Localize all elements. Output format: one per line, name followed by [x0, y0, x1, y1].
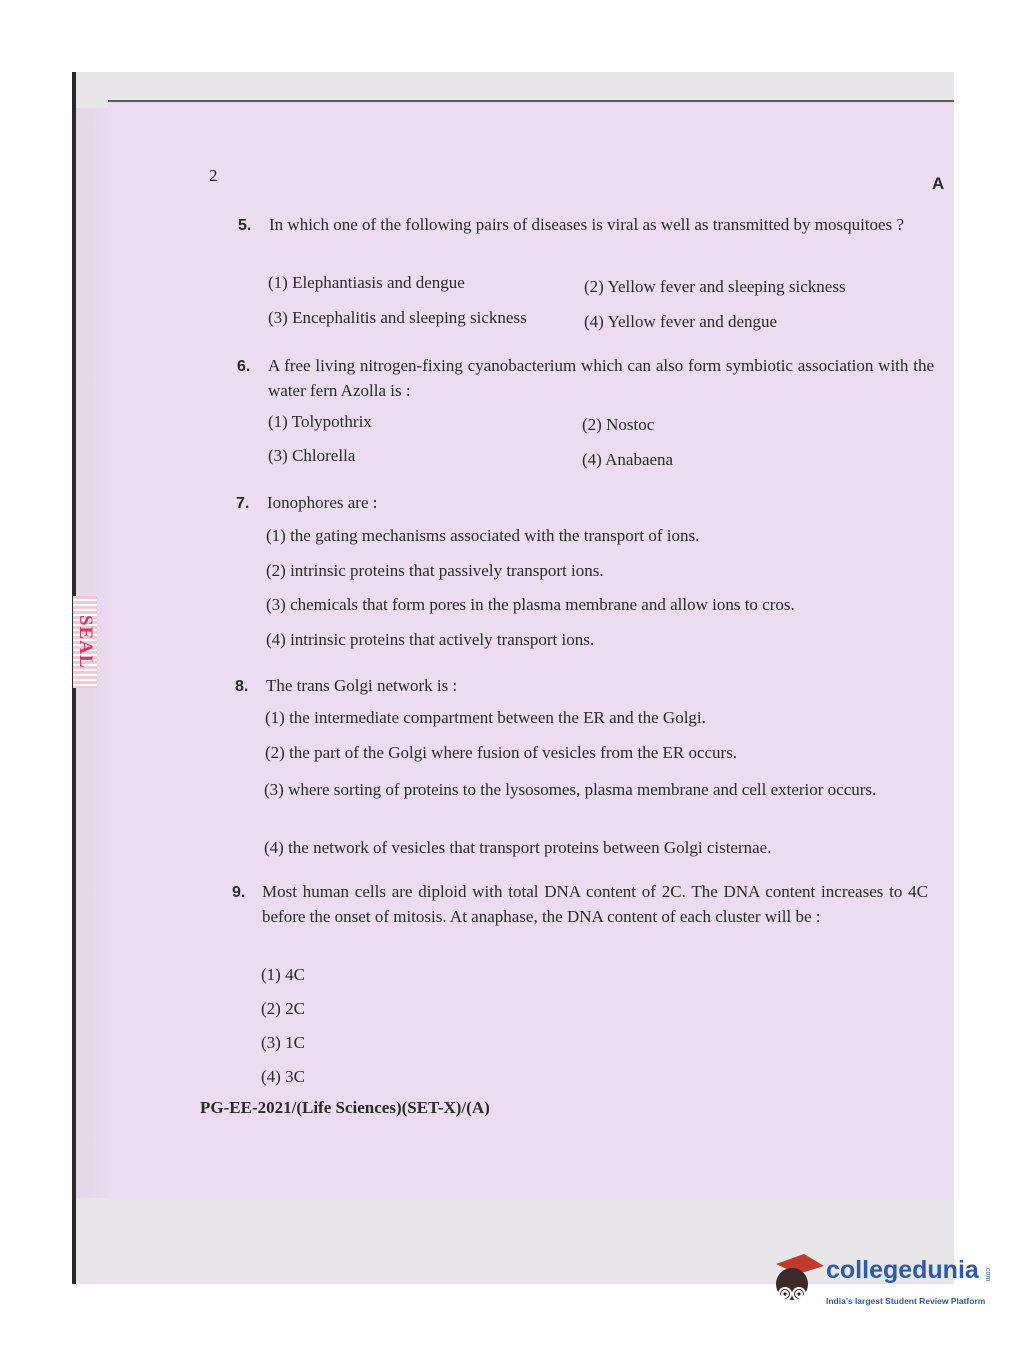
question-text: In which one of the following pairs of diseases is viral as well as transmitted by mosquitoes ? [269, 215, 905, 234]
option: (4) intrinsic proteins that actively transport ions. [266, 630, 595, 649]
option: (2) the part of the Golgi where fusion of vesicles from the ER occurs. [265, 743, 738, 762]
option: (2) Nostoc [582, 415, 655, 434]
question-number: 5. [238, 217, 252, 234]
collegedunia-logo [768, 1250, 1000, 1312]
option: (1) Tolypothrix [268, 412, 372, 431]
question-text: Most human cells are diploid with total DNA content of 2C. The DNA content increases to 4C before the onset of mitosis. At anaphase, the DNA content of each cluster will be : [262, 882, 928, 926]
option-text: (3) where sorting of proteins to the lysosomes, plasma membrane and cell exterior occurs. [264, 780, 877, 799]
page-number: 2 [209, 166, 218, 185]
option: (3) 1C [261, 1033, 305, 1052]
brand-suffix: .com [984, 1266, 991, 1282]
seal-stamp: SEAL [73, 596, 97, 688]
option: (4) the network of vesicles that transport proteins between Golgi cisternae. [264, 838, 772, 857]
question-number: 7. [236, 495, 250, 512]
option: (4) Yellow fever and dengue [584, 312, 778, 331]
option: (1) Elephantiasis and dengue [268, 273, 465, 292]
question-7 [236, 490, 934, 520]
brand-tagline: India's largest Student Review Platform [826, 1296, 986, 1306]
option: (1) the gating mechanisms associated with the transport of ions. [266, 526, 700, 545]
option: (3) chemicals that form pores in the plasma membrane and allow ions to cros. [266, 595, 795, 614]
question-text: A free living nitrogen-fixing cyanobacterium which can also form symbiotic association with the water fern Azolla is : [268, 356, 934, 400]
question-6 [237, 353, 935, 413]
option: (2) intrinsic proteins that passively transport ions. [266, 561, 604, 580]
option: (2) 2C [261, 999, 305, 1018]
question-text: The trans Golgi network is : [266, 676, 458, 695]
option: (1) the intermediate compartment between the ER and the Golgi. [265, 708, 706, 727]
option: (2) Yellow fever and sleeping sickness [584, 277, 846, 296]
option: (3) Chlorella [268, 446, 356, 465]
option: (4) 3C [261, 1067, 305, 1086]
brand-name: collegedunia [826, 1256, 979, 1284]
option [264, 777, 930, 802]
option: (3) Encephalitis and sleeping sickness [268, 308, 527, 327]
question-8 [235, 673, 933, 703]
paper-code: PG-EE-2021/(Life Sciences)(SET-X)/(A) [200, 1098, 490, 1117]
option: (1) 4C [261, 965, 305, 984]
option: (4) Anabaena [582, 450, 674, 469]
question-9 [232, 879, 930, 959]
question-number: 9. [232, 884, 246, 901]
set-letter: A [932, 174, 945, 193]
question-text: Ionophores are : [267, 493, 378, 512]
question-number: 6. [237, 358, 251, 375]
question-number: 8. [235, 678, 249, 695]
mascot-icon [768, 1250, 826, 1312]
